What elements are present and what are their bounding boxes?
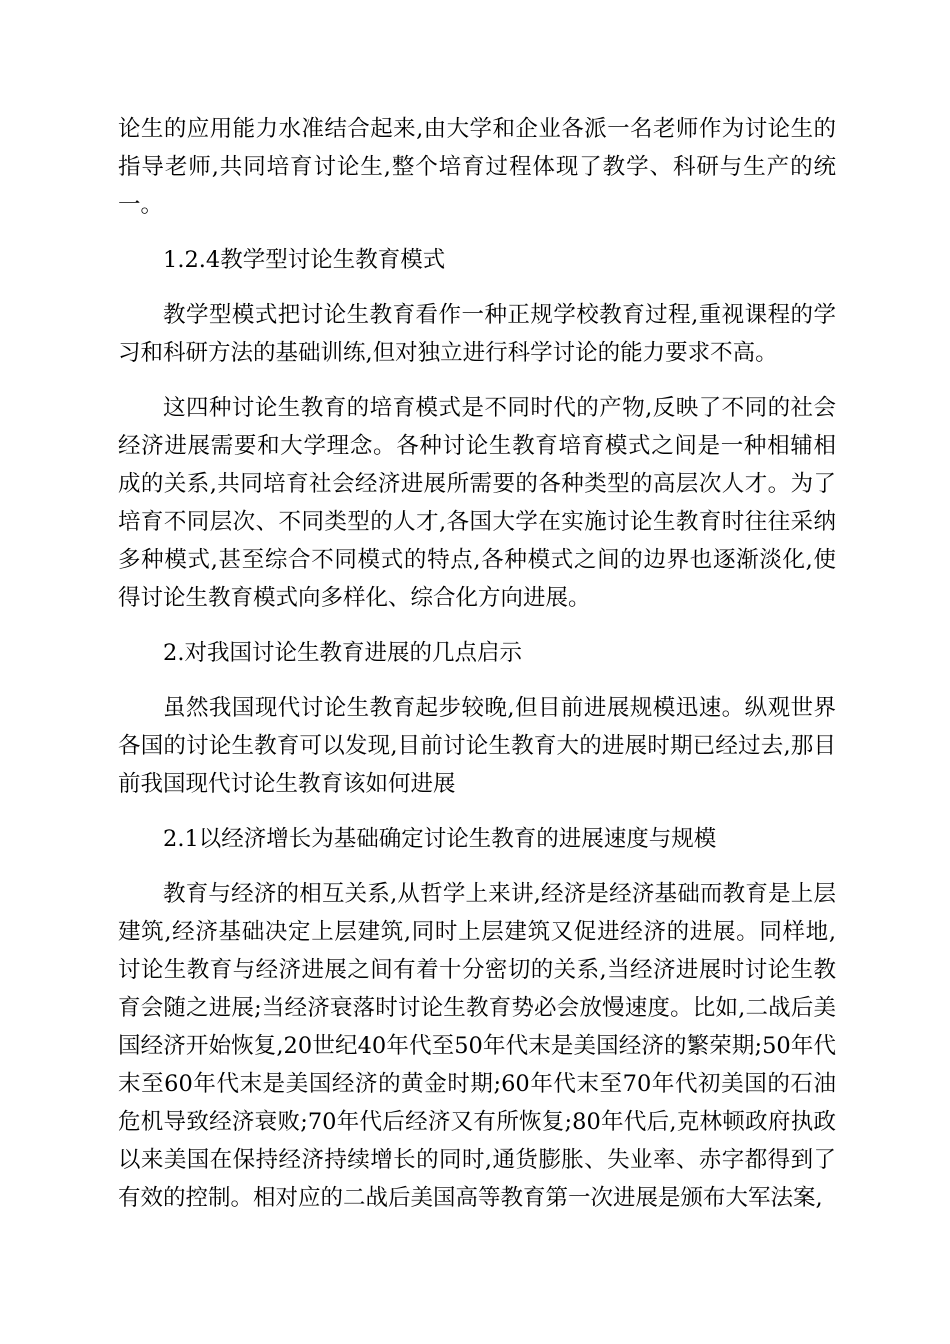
paragraph-education-economy: 教育与经济的相互关系,从哲学上来讲,经济是经济基础而教育是上层建筑,经济基础决定上层建筑,同时上层建筑又促进经济的进展。同样地,讨论生教育与经济进展之间有着十分密切的关系,当经济进展时讨论生教育会随之进展;当经济衰落时讨论生教育势必会放慢速度。比如,二战后美国经济开始恢复,20世纪40年代至50年代末是美国经济的繁荣期;50年代末至60年代末是美国经济的黄金时期;60年代末至70年代初美国的石油危机导致经济衰败;70年代后经济又有所恢复;80年代后,克林顿政府执政以来美国在保持经济持续增长的同时,通货膨胀、失业率、赤字都得到了有效的控制。相对应的二战后美国高等教育第一次进展是颁布大军法案, — [118, 881, 836, 1211]
section-heading-2: 2.对我国讨论生教育进展的几点启示 — [163, 640, 522, 666]
section-heading-2-1: 2.1以经济增长为基础确定讨论生教育的进展速度与规模 — [163, 826, 717, 852]
section-heading-1-2-4: 1.2.4教学型讨论生教育模式 — [163, 247, 446, 273]
document-body — [118, 110, 836, 1234]
paragraph-four-models-summary: 这四种讨论生教育的培育模式是不同时代的产物,反映了不同的社会经济进展需要和大学理念。各种讨论生教育培育模式之间是一种相辅相成的关系,共同培育社会经济进展所需要的各种类型的高层次人才。为了培育不同层次、不同类型的人才,各国大学在实施讨论生教育时往往采纳多种模式,甚至综合不同模式的特点,各种模式之间的边界也逐渐淡化,使得讨论生教育模式向多样化、综合化方向进展。 — [118, 395, 836, 611]
paragraph-china-development: 虽然我国现代讨论生教育起步较晚,但目前进展规模迅速。纵观世界各国的讨论生教育可以发现,目前讨论生教育大的进展时期已经过去,那目前我国现代讨论生教育该如何进展 — [118, 695, 836, 797]
paragraph-continuation: 论生的应用能力水准结合起来,由大学和企业各派一名老师作为讨论生的指导老师,共同培育讨论生,整个培育过程体现了教学、科研与生产的统一。 — [118, 116, 836, 218]
paragraph-teaching-model: 教学型模式把讨论生教育看作一种正规学校教育过程,重视课程的学习和科研方法的基础训练,但对独立进行科学讨论的能力要求不高。 — [118, 302, 836, 366]
